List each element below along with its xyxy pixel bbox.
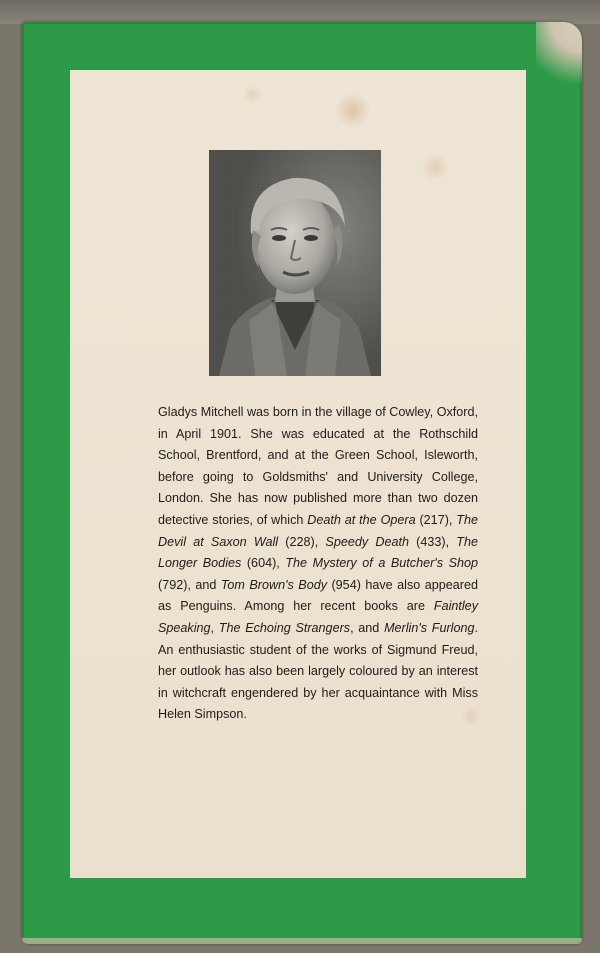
author-portrait: [209, 150, 381, 376]
bio-text: (954) have also appeared as Penguins. Among her recent books are: [158, 577, 478, 614]
book-title: The Devil at Saxon Wall: [158, 512, 478, 549]
book-title: Death at the Opera: [307, 512, 416, 527]
book-title: The Echoing Strangers: [218, 620, 351, 635]
bio-text: Gladys Mitchell was born in the village of Cowley, Oxford, in April 1901. She was educated at the Rothschild School, Brentford, and at the Green School, Isleworth, before going to Goldsmiths' and University College, London. She has now published more than two dozen detective stories, of which: [158, 405, 478, 527]
cream-text-panel: [70, 70, 526, 878]
scan-background: [0, 0, 600, 24]
worn-corner: [536, 22, 582, 112]
book-title: The Mystery of a Butcher's Shop: [285, 556, 478, 571]
book-title: The Longer Bodies: [158, 534, 478, 571]
worn-bottom-edge: [22, 938, 582, 944]
book-title: Faintley Speaking: [158, 599, 478, 635]
bio-text: (792), and: [158, 577, 221, 592]
bio-text: (604),: [241, 556, 286, 571]
book-back-cover: [22, 22, 582, 944]
bio-text: . An enthusiastic student of the works of Sigmund Freud, her outlook has also been largely coloured by an interest in witchcraft engendered by her acquaintance with Miss Helen Simpson.: [158, 620, 478, 722]
bio-text: , and: [350, 620, 385, 635]
book-title: Tom Brown's Body: [220, 577, 327, 592]
author-biography: [158, 402, 478, 726]
author-portrait-drawing: [209, 150, 381, 376]
book-title: Speedy Death: [325, 534, 409, 549]
book-title: Merlin's Furlong: [384, 620, 475, 635]
bio-text: ,: [210, 620, 219, 635]
bio-text: (228),: [278, 534, 326, 549]
bio-text: (217),: [415, 512, 457, 527]
bio-text: (433),: [408, 534, 457, 549]
